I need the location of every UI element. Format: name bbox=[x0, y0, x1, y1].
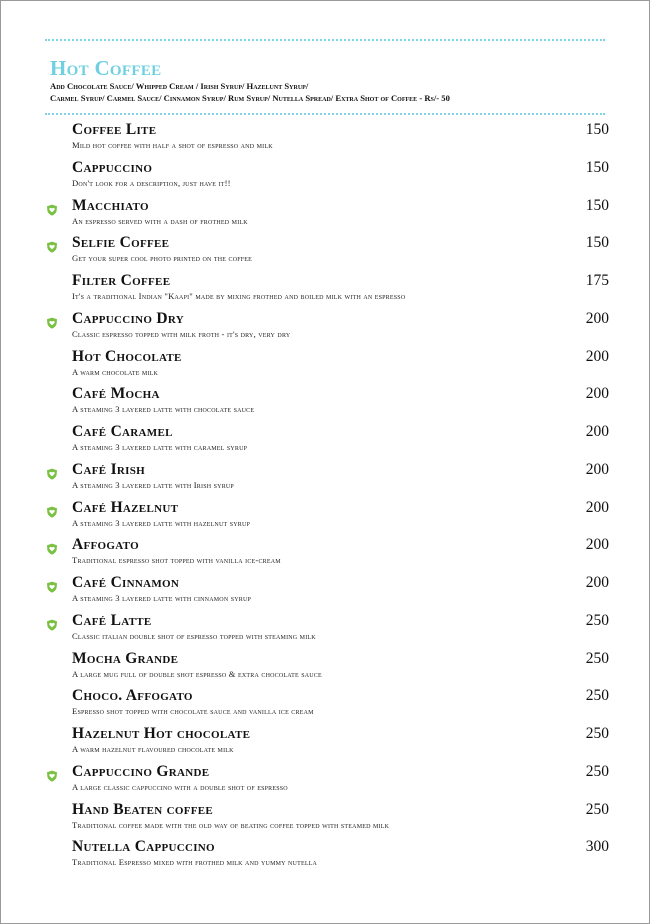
item-price: 250 bbox=[585, 649, 609, 667]
menu-item bbox=[1, 686, 649, 724]
menu-item bbox=[1, 309, 649, 347]
top-dotted-divider bbox=[45, 39, 605, 41]
menu-item bbox=[1, 158, 649, 196]
heart-shield-icon bbox=[46, 317, 58, 329]
item-description: A steaming 3 layered latte with Irish syrup bbox=[72, 479, 234, 490]
heart-shield-icon bbox=[46, 770, 58, 782]
menu-item bbox=[1, 347, 649, 385]
item-description: Traditional espresso shot topped with vanilla ice-cream bbox=[72, 555, 281, 566]
item-name: Nutella Cappuccino bbox=[72, 838, 215, 856]
item-price: 150 bbox=[585, 196, 609, 214]
item-description: A warm chocolate milk bbox=[72, 366, 159, 377]
section-dotted-divider bbox=[45, 113, 605, 115]
menu-item bbox=[1, 762, 649, 800]
item-name: Coffee Lite bbox=[72, 121, 157, 138]
item-description: A large classic cappuccino with a double shot of espresso bbox=[72, 781, 288, 792]
item-description: A steaming 3 layered latte with cinnamon syrup bbox=[72, 593, 252, 603]
heart-shield-icon bbox=[46, 468, 58, 480]
addons-line-2: Carmel Syrup/ Carmel Sauce/ Cinnamon Syrup/ Rum Syrup/ Nutella Spread/ Extra Shot of Coffee - Rs/- 50 bbox=[50, 92, 450, 103]
section-title: Hot Coffee bbox=[50, 56, 162, 80]
item-price: 250 bbox=[585, 800, 609, 818]
item-price: 150 bbox=[585, 158, 609, 176]
menu-item bbox=[1, 837, 649, 875]
menu-item bbox=[1, 724, 649, 762]
item-description: Traditional Espresso mixed with frothed milk and yummy nutella bbox=[72, 857, 318, 868]
item-description: Don't look for a description, just have it!! bbox=[72, 177, 231, 188]
heart-shield-icon bbox=[46, 241, 58, 253]
item-name: Hot Chocolate bbox=[72, 347, 182, 365]
item-name: Cappuccino Dry bbox=[72, 309, 184, 327]
item-price: 200 bbox=[585, 347, 609, 365]
menu-item-list bbox=[1, 120, 649, 875]
item-price: 250 bbox=[585, 725, 609, 742]
menu-item bbox=[1, 573, 649, 611]
addons-line-1: Add Chocolate Sauce/ Whipped Cream / Irish Syrup/ Hazelunt Syrup/ bbox=[50, 81, 309, 91]
item-price: 200 bbox=[585, 536, 609, 554]
item-description: Espresso shot topped with chocolate sauce and vanilla ice cream bbox=[72, 706, 314, 717]
item-price: 175 bbox=[585, 272, 609, 289]
item-price: 250 bbox=[585, 762, 609, 780]
menu-item bbox=[1, 535, 649, 573]
item-price: 200 bbox=[585, 574, 609, 591]
item-description: A steaming 3 layered latte with hazelnut syrup bbox=[72, 517, 251, 528]
item-name: Choco. Affogato bbox=[72, 687, 193, 705]
menu-item bbox=[1, 800, 649, 838]
item-name: Café Caramel bbox=[72, 423, 173, 440]
item-description: Traditional coffee made with the old way of beating coffee topped with steamed milk bbox=[72, 819, 390, 830]
item-name: Affogato bbox=[72, 536, 139, 554]
item-name: Hand Beaten coffee bbox=[72, 800, 214, 818]
item-name: Cappuccino bbox=[72, 158, 153, 176]
menu-item bbox=[1, 384, 649, 422]
item-price: 200 bbox=[585, 309, 609, 327]
item-description: Classic italian double shot of espresso topped with steaming milk bbox=[72, 630, 316, 641]
item-name: Hazelnut Hot chocolate bbox=[72, 725, 251, 742]
menu-item bbox=[1, 460, 649, 498]
menu-item bbox=[1, 422, 649, 460]
item-price: 200 bbox=[585, 460, 609, 478]
menu-item bbox=[1, 233, 649, 271]
item-price: 150 bbox=[585, 234, 609, 252]
heart-shield-icon bbox=[46, 543, 58, 555]
menu-item bbox=[1, 498, 649, 536]
item-description: An espresso served with a dash of frothed milk bbox=[72, 215, 248, 226]
item-name: Macchiato bbox=[72, 196, 149, 214]
item-description: A steaming 3 layered latte with chocolate sauce bbox=[72, 404, 255, 415]
heart-shield-icon bbox=[46, 619, 58, 631]
item-price: 150 bbox=[585, 121, 609, 138]
item-description: A large mug full of double shot espresso & extra chocolate sauce bbox=[72, 668, 322, 679]
menu-item bbox=[1, 196, 649, 234]
item-price: 200 bbox=[585, 385, 609, 403]
menu-item bbox=[1, 649, 649, 687]
item-name: Café Latte bbox=[72, 611, 152, 629]
heart-shield-icon bbox=[46, 506, 58, 518]
item-name: Filter Coffee bbox=[72, 272, 171, 289]
item-price: 250 bbox=[585, 687, 609, 705]
item-description: Classic espresso topped with milk froth - it's dry, very dry bbox=[72, 328, 291, 339]
heart-shield-icon bbox=[46, 204, 58, 216]
item-price: 300 bbox=[585, 838, 609, 856]
item-price: 200 bbox=[585, 498, 609, 516]
item-name: Café Mocha bbox=[72, 385, 160, 403]
item-description: A steaming 3 layered latte with caramel syrup bbox=[72, 442, 248, 452]
item-price: 250 bbox=[585, 611, 609, 629]
item-name: Café Irish bbox=[72, 460, 145, 478]
menu-item bbox=[1, 120, 649, 158]
item-description: A warm hazelnut flavoured chocolate milk bbox=[72, 744, 234, 754]
item-name: Selfie Coffee bbox=[72, 234, 170, 252]
menu-item bbox=[1, 611, 649, 649]
item-description: It's a traditional Indian "Kaapi" made by mixing frothed and boiled milk with an espresso bbox=[72, 291, 406, 301]
item-name: Café Cinnamon bbox=[72, 574, 180, 591]
menu-item bbox=[1, 271, 649, 309]
item-name: Mocha Grande bbox=[72, 649, 179, 667]
item-description: Mild hot coffee with half a shot of espresso and milk bbox=[72, 140, 273, 150]
item-price: 200 bbox=[585, 423, 609, 440]
addons-note bbox=[50, 81, 640, 104]
item-name: Café Hazelnut bbox=[72, 498, 179, 516]
item-name: Cappuccino Grande bbox=[72, 762, 210, 780]
item-description: Get your super cool photo printed on the coffee bbox=[72, 253, 253, 264]
heart-shield-icon bbox=[46, 581, 58, 593]
